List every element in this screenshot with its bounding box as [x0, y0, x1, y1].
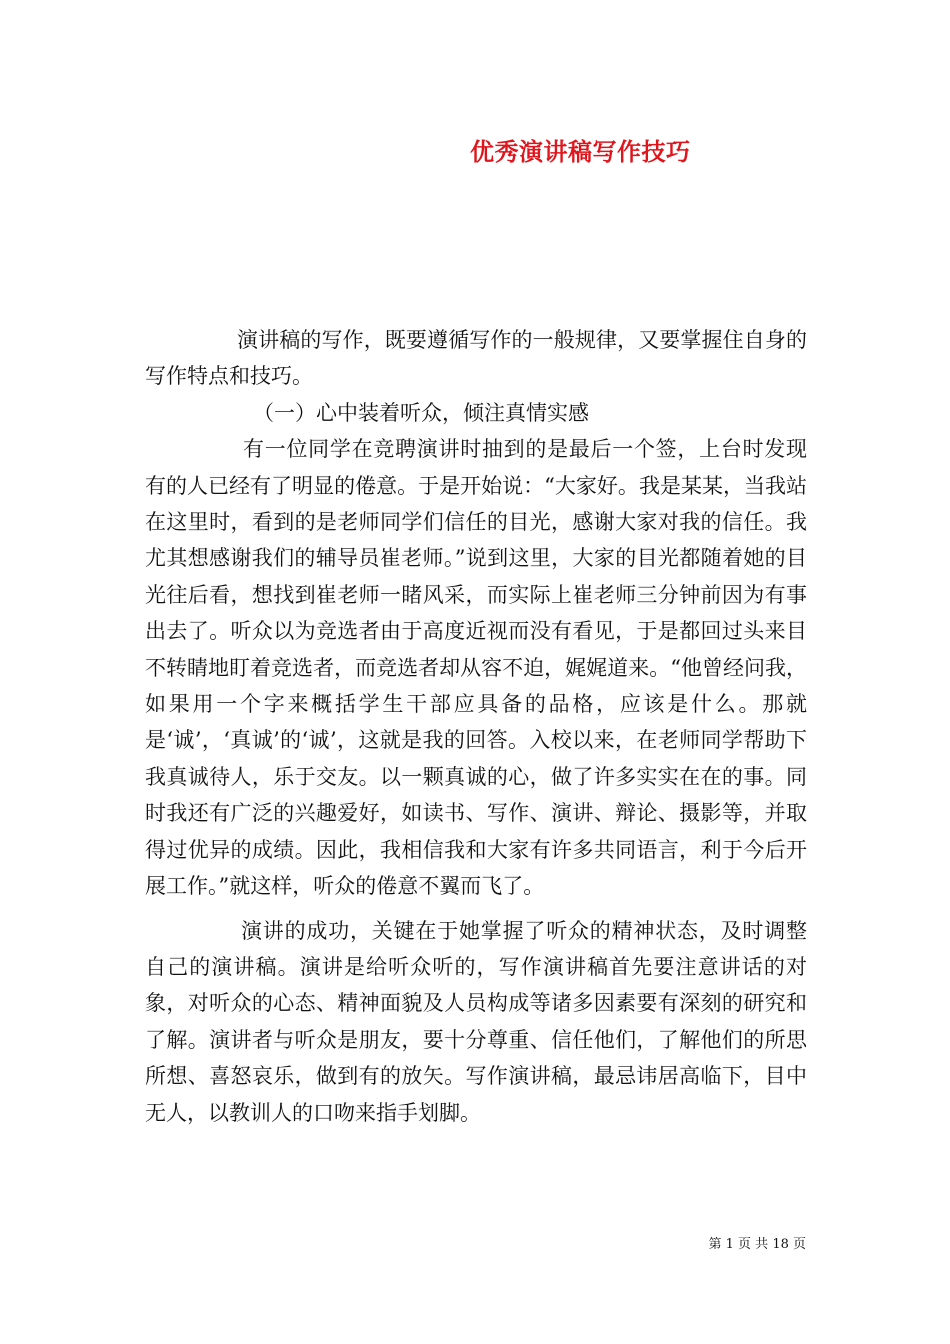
page-number: 第 1 页 共 18 页: [708, 1237, 806, 1252]
analysis-paragraph: 演讲的成功，关键在于她掌握了听众的精神状态，及时调整自己的演讲稿。演讲是给听众听的，写作演讲稿首先要注意讲话的对象，对听众的心态、精神面貌及人员构成等诸多因素要有深刻的研究和了解。演讲者与听众是朋友，要十分尊重、信任他们，了解他们的所思所想、喜怒哀乐，做到有的放矢。写作演讲稿，最忌讳居高临下，目中无人，以教训人的口吻来指手划脚。: [145, 918, 807, 1125]
example-paragraph: 有一位同学在竞聘演讲时抽到的是最后一个签，上台时发现有的人已经有了明显的倦意。于是开始说：“大家好。我是某某，当我站在这里时，看到的是老师同学们信任的目光，感谢大家对我的信任。我尤其想感谢我们的辅导员崔老师。”说到这里，大家的目光都随着她的目光往后看，想找到崔老师一睹风采，而实际上崔老师三分钟前因为有事出去了。听众以为竞选者由于高度近视而没有看见，于是都回过头来目不转睛地盯着竞选者，而竞选者却从容不迫，娓娓道来。“他曾经问我，如果用一个字来概括学生干部应具备的品格，应该是什么。那就是‘诚’，‘真诚’的‘诚’，这就是我的回答。入校以来，在老师同学帮助下我真诚待人，乐于交友。以一颗真诚的心，做了许多实实在在的事。同时我还有广泛的兴趣爱好，如读书、写作、演讲、辩论、摄影等，并取得过优异的成绩。因此，我相信我和大家有许多共同语言，利于今后开展工作。”就这样，听众的倦意不翼而飞了。: [145, 437, 807, 899]
intro-paragraph: 演讲稿的写作，既要遵循写作的一般规律，又要掌握住自身的写作特点和技巧。: [145, 328, 807, 389]
document-body: [145, 322, 807, 1131]
document-title: 优秀演讲稿写作技巧: [470, 137, 691, 166]
section-heading: （一）心中装着听众，倾注真情实感: [253, 400, 589, 425]
